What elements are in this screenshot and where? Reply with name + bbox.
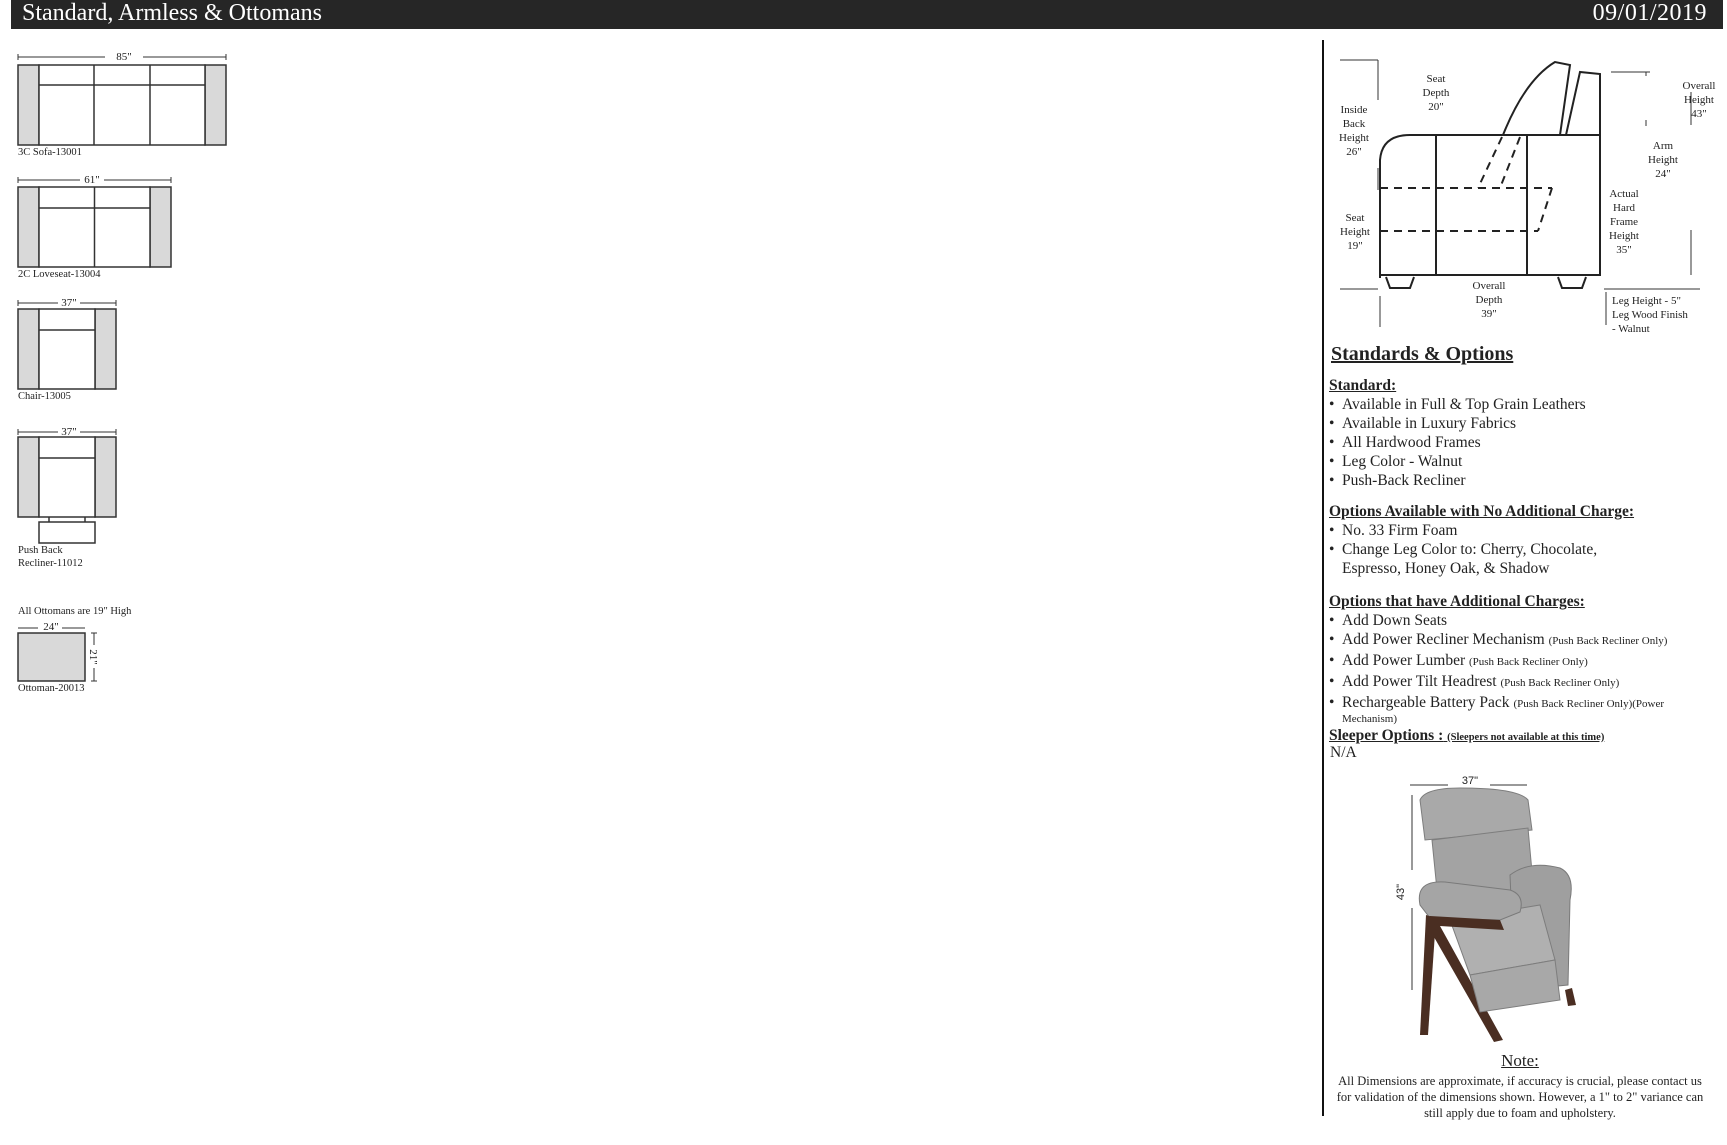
list-item: • Leg Color - Walnut	[1329, 452, 1586, 471]
list-item: • All Hardwood Frames	[1329, 433, 1586, 452]
list-item: • Available in Luxury Fabrics	[1329, 414, 1586, 433]
recliner-label-2: Recliner-11012	[18, 558, 83, 569]
sleeper-heading: Sleeper Options : (Sleepers not available at this time)	[1329, 727, 1605, 744]
photo-width: 37"	[1461, 775, 1479, 787]
list-item: • Add Power Recliner Mechanism (Push Back Recliner Only)	[1329, 630, 1712, 651]
list-item: • Add Down Seats	[1329, 611, 1712, 630]
ottoman-note: All Ottomans are 19" High	[18, 606, 132, 617]
additional-charges-heading: Options that have Additional Charges:	[1329, 593, 1585, 610]
dim-overall-height: Overall Height 43"	[1682, 80, 1716, 120]
photo-height: 43"	[1395, 883, 1407, 901]
standard-heading: Standard:	[1329, 377, 1397, 394]
sofa-width: 85"	[116, 51, 132, 63]
note-heading: Note:	[1501, 1051, 1539, 1070]
note-text: All Dimensions are approximate, if accuracy is crucial, please contact us for validation of the dimensions shown. However, a 1" to 2" variance can still apply due to foam and upholstery.	[1336, 1074, 1704, 1120]
ottoman-label: Ottoman-20013	[18, 683, 85, 694]
page-title: Standard, Armless & Ottomans	[22, 0, 322, 26]
list-item: • Available in Full & Top Grain Leathers	[1329, 395, 1586, 414]
ottoman-depth: 21"	[87, 649, 99, 665]
page-date: 09/01/2019	[1592, 0, 1707, 26]
standards-options-title: Standards & Options	[1331, 343, 1514, 365]
list-item: • No. 33 Firm Foam	[1329, 521, 1652, 540]
list-item: • Change Leg Color to: Cherry, Chocolate, Espresso, Honey Oak, & Shadow	[1329, 540, 1652, 578]
list-item: • Add Power Lumber (Push Back Recliner Only)	[1329, 651, 1712, 672]
dim-leg-info: Leg Height - 5" Leg Wood Finish - Walnut	[1612, 295, 1688, 335]
dim-hard-frame-height: Actual Hard Frame Height 35"	[1609, 188, 1639, 256]
list-item: • Push-Back Recliner	[1329, 471, 1586, 490]
sofa-label: 3C Sofa-13001	[18, 147, 82, 158]
sleeper-value: N/A	[1330, 744, 1357, 761]
dim-seat-depth: Seat Depth 20"	[1422, 73, 1450, 113]
chair-width: 37"	[61, 297, 77, 309]
dim-seat-height: Seat Height 19"	[1340, 212, 1370, 252]
dim-overall-depth: Overall Depth 39"	[1472, 280, 1506, 320]
chair-label: Chair-13005	[18, 391, 71, 402]
list-item: • Add Power Tilt Headrest (Push Back Recliner Only)	[1329, 672, 1712, 693]
loveseat-label: 2C Loveseat-13004	[18, 269, 101, 280]
list-item: • Rechargeable Battery Pack (Push Back Recliner Only)(Power Mechanism)	[1329, 693, 1712, 726]
dim-arm-height: Arm Height 24"	[1648, 140, 1678, 180]
dim-inside-back-height: Inside Back Height 26"	[1339, 104, 1369, 158]
no-charge-heading: Options Available with No Additional Charge:	[1329, 503, 1635, 520]
loveseat-width: 61"	[84, 174, 100, 186]
recliner-label-1: Push Back	[18, 545, 63, 556]
recliner-width: 37"	[61, 426, 77, 438]
ottoman-width: 24"	[43, 621, 59, 633]
